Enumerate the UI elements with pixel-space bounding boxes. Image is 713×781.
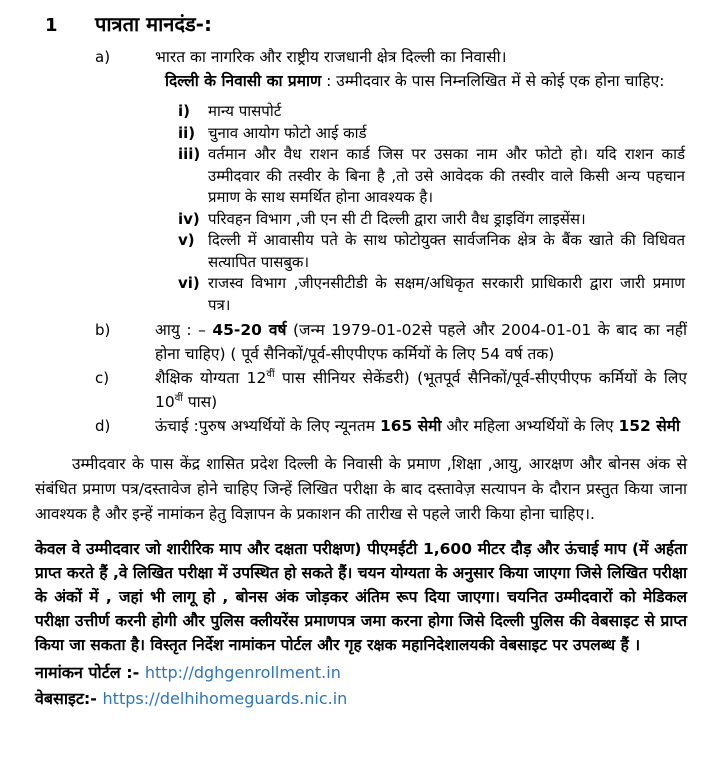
page-title: पात्रता मानदंड-: <box>95 12 212 36</box>
residence-proof-rest: : उम्मीदवार के पास निम्नलिखित में से कोई एक होना चाहिए: <box>321 72 665 90</box>
ordinal-suffix-10: वीं <box>174 392 183 404</box>
list-item-iv-text: परिवहन विभाग ,जी एन सी टी दिल्ली द्वारा जारी वैध ड्राइविंग लाइसेंस। <box>208 209 586 228</box>
website-row <box>35 686 687 712</box>
section-number: 1 <box>45 15 58 36</box>
links-section <box>35 660 687 712</box>
documents-verification-paragraph: उम्मीदवार के पास केंद्र शासित प्रदेश दिल्ली के निवासी के प्रमाण ,शिक्षा ,आयु, आरक्षण और बोनस अंक से संबंधित प्रमाण पत्र/दस्तावेज होने चाहिए जिन्हें लिखित परीक्षा के बाद दस्तावेज़ सत्यापन के दौरान प्रस्तुत किया जाना आवश्यक है और इन्हें नामांकन हेतु विज्ञापन के प्रकाशन की तारीख से पहले जारी किया होना चाहिए।. <box>35 455 687 523</box>
residence-proof-title: दिल्ली के निवासी का प्रमाण <box>165 72 322 90</box>
item-c-marker: c) <box>95 369 110 387</box>
education-mid: पास सीनियर सेकेंडरी) (भूतपूर्व सैनिकों/पूर्व-सीएपीएफ कर्मियों के लिए 10 <box>155 369 687 411</box>
item-b-marker: b) <box>95 321 111 339</box>
list-item-v <box>178 230 687 273</box>
list-item-iii-text: वर्तमान और वैध राशन कार्ड जिस पर उसका नाम और फोटो हो। यदि राशन कार्ड उम्मीदवार की तस्वीर के बिना है ,तो उसे आवेदक की तस्वीर वाले किसी अन्य पहचान प्रमाण के साथ समर्थित होना आवश्यक है। <box>208 145 685 206</box>
list-item-i-marker: i) <box>178 102 190 120</box>
height-prefix: ऊंचाई :पुरुष अभ्यर्थियों के लिए न्यूनतम <box>155 417 380 435</box>
item-a-marker: a) <box>95 48 111 66</box>
website-link[interactable]: https://delhihomeguards.nic.in <box>102 689 348 708</box>
item-c-education <box>95 366 687 414</box>
list-item-ii-marker: ii) <box>178 123 196 142</box>
list-item-vi-text: राजस्व विभाग ,जीएनसीटीडी के सक्षम/अधिकृत सरकारी प्राधिकारी द्वारा जारी प्रमाण पत्र। <box>208 274 685 314</box>
list-item-i <box>178 101 687 123</box>
age-prefix: आयु : – <box>155 321 213 339</box>
item-d-height <box>95 414 687 438</box>
selection-process-paragraph: केवल वे उम्मीदवार जो शारीरिक माप और दक्षता परीक्षण) पीएमईटी 1,600 मीटर दौड़ और ऊंचाई माप (में अर्हता प्राप्त करते हैं ,वे लिखित परीक्षा में उपस्थित हो सकते हैं। चयन योग्यता के अनुसार किया जाएगा जिसे लिखित परीक्षा के अंकों में , जहां भी लागू हो , बोनस अंक जोड़कर अंतिम रूप दिया जाएगा। चयनित उम्मीदवारों को मेडिकल परीक्षा उत्तीर्ण करनी होगी और पुलिस क्लीयरेंस प्रमाणपत्र जमा करना होगा जिसे दिल्ली पुलिस की वेबसाइट से प्राप्त किया जा सकता है। विस्तृत निर्देश नामांकन पोर्टल और गृह रक्षक महानिदेशालयकी वेबसाइट पर उपलब्ध हैं । <box>35 540 687 654</box>
list-item-ii <box>178 123 687 145</box>
item-b-age <box>95 318 687 366</box>
proof-document-list <box>178 101 687 316</box>
website-label: वेबसाइट:- <box>35 689 103 708</box>
list-item-iii <box>178 144 687 209</box>
list-item-iv-marker: iv) <box>178 209 200 228</box>
item-b-text <box>155 318 687 366</box>
residence-proof-line <box>165 69 687 93</box>
male-height-value: 165 सेमी <box>379 417 442 435</box>
item-a-text: भारत का नागरिक और राष्ट्रीय राजधानी क्षेत्र दिल्ली का निवासी। <box>155 48 507 66</box>
female-height-value: 152 सेमी <box>618 417 680 435</box>
list-item-vi <box>178 273 687 316</box>
section-heading <box>45 10 687 37</box>
list-item-v-text: दिल्ली में आवासीय पते के साथ फोटोयुक्त सार्वजनिक क्षेत्र के बैंक खाते की विधिवत सत्यापित पासबुक। <box>208 231 685 271</box>
item-a <box>95 45 687 69</box>
education-suffix: पास) <box>182 393 218 411</box>
enrollment-portal-label: नामांकन पोर्टल :- <box>35 663 145 682</box>
list-item-vi-marker: vi) <box>178 274 200 292</box>
list-item-iv <box>178 209 687 231</box>
age-range-value: 45-20 वर्ष <box>212 321 287 339</box>
enrollment-portal-row <box>35 660 687 686</box>
item-d-text <box>155 414 687 438</box>
list-item-iii-marker: iii) <box>178 145 201 163</box>
age-detail: (जन्म 1979-01-02से पहले और 2004-01-01 के बाद का नहीं होना चाहिए) ( पूर्व सैनिकों/पूर्व-सीएपीएफ कर्मियों के लिए 54 वर्ष तक) <box>155 321 688 363</box>
height-mid: और महिला अभ्यर्थियों के लिए <box>441 417 619 435</box>
ordinal-suffix-12: वीं <box>266 368 275 380</box>
enrollment-portal-link[interactable]: http://dghgenrollment.in <box>144 663 341 682</box>
item-d-marker: d) <box>95 417 111 435</box>
item-c-text <box>155 366 687 414</box>
list-item-i-text: मान्य पासपोर्ट <box>208 102 282 120</box>
list-item-v-marker: v) <box>178 231 195 249</box>
list-item-ii-text: चुनाव आयोग फोटो आई कार्ड <box>208 123 367 142</box>
education-prefix: शैक्षिक योग्यता 12 <box>155 369 267 387</box>
